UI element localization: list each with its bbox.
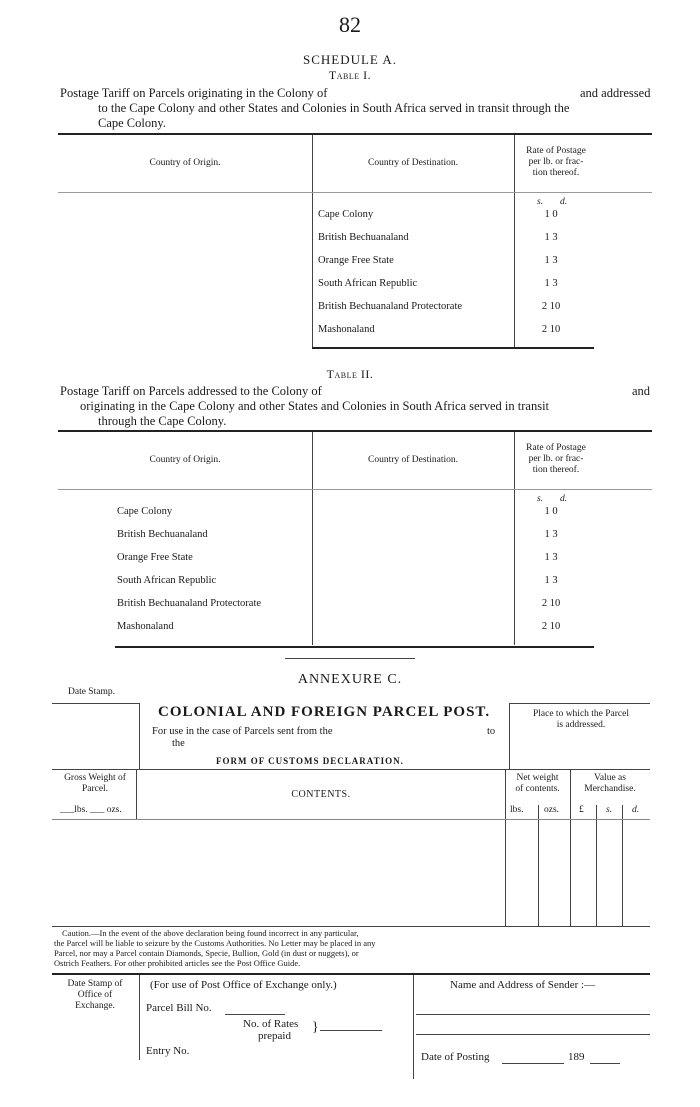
contents-header: CONTENTS.	[291, 789, 351, 800]
table1-bottom-rule	[312, 347, 594, 349]
customs-declaration-title: FORM OF CUSTOMS DECLARATION.	[216, 756, 404, 766]
rates-label-1: No. of Rates	[243, 1018, 299, 1030]
date-posting-label: Date of Posting	[421, 1051, 490, 1063]
for-use-the: the	[172, 738, 185, 749]
lbs-ozs-divider	[538, 805, 539, 927]
table1-row-5-rate: 2 10	[541, 301, 561, 312]
value-s: s.	[606, 805, 613, 815]
table1-row-6-rate: 2 10	[541, 324, 561, 335]
exchange-stamp-1: Date Stamp of	[67, 979, 123, 989]
table1-unit-s: s.	[537, 197, 544, 207]
place-box-left	[509, 703, 510, 769]
table2-header-rate-1: Rate of Postage	[526, 443, 586, 453]
table1-header-rate-2: per lb. or frac-	[528, 157, 584, 167]
table1-intro-line3: Cape Colony.	[98, 116, 166, 130]
exchange-stamp-3: Exchange.	[75, 1001, 115, 1011]
parcel-bill-blank[interactable]	[225, 1014, 285, 1015]
parcel-bill-label: Parcel Bill No.	[146, 1002, 212, 1014]
table2-header-rule	[58, 489, 652, 490]
caution-line-4: Ostrich Feathers. For other prohibited articles see the Post Office Guide.	[54, 958, 301, 968]
contents-bottom-rule	[52, 926, 650, 927]
value-d: d.	[632, 805, 640, 815]
value-pound: £	[579, 805, 584, 815]
caution-text	[54, 928, 508, 968]
table1-top-rule	[58, 133, 652, 135]
table1-header-rate-3: tion thereof.	[532, 168, 580, 178]
for-use-to: to	[487, 726, 496, 737]
net-ozs: ozs.	[544, 805, 560, 815]
table1-row-4-rate: 1 3	[544, 278, 558, 289]
rates-blank[interactable]	[320, 1030, 382, 1031]
table1-intro-line2: to the Cape Colony and other States and Colonies in South Africa served in transit through the	[98, 101, 570, 115]
table2-intro-b: and	[632, 384, 651, 398]
table2-label: Table II.	[326, 367, 374, 381]
table1-header-rule	[58, 192, 652, 193]
net-weight-label	[505, 773, 570, 795]
page-number: 82	[339, 12, 361, 37]
value-label	[570, 773, 650, 795]
table2-row-2-country: British Bechuanaland	[117, 529, 208, 540]
exchange-stamp-2: Office of	[77, 990, 113, 1000]
table2-header-rate-2: per lb. or frac-	[528, 454, 584, 464]
table2-unit-d: d.	[560, 494, 568, 504]
sender-line-1[interactable]	[416, 1014, 650, 1015]
table2-header-origin: Country of Origin.	[149, 455, 221, 465]
table2-intro-line3: through the Cape Colony.	[98, 414, 227, 428]
table1-unit-d: d.	[560, 197, 568, 207]
table2-header-rate	[514, 443, 598, 476]
table2-row-1-rate: 1 0	[544, 506, 558, 517]
value-1: Value as	[594, 773, 626, 783]
table1-row-5-country: British Bechuanaland Protectorate	[318, 301, 463, 312]
year-label: 189	[568, 1051, 585, 1063]
table2-row-3-country: Orange Free State	[117, 552, 193, 563]
table1-row-3-country: Orange Free State	[318, 255, 394, 266]
shilling-divider	[622, 805, 623, 927]
annexure-title: ANNEXURE C.	[297, 672, 403, 687]
annexure-short-rule	[285, 658, 415, 659]
table1-header-destination: Country of Destination.	[368, 158, 458, 168]
exchange-top-rule	[52, 973, 650, 975]
gross-weight-label	[52, 773, 138, 795]
pound-divider	[596, 805, 597, 927]
table1-row-4-country: South African Republic	[318, 278, 418, 289]
rates-label-2: prepaid	[258, 1030, 291, 1042]
table2-intro-line2: originating in the Cape Colony and other States and Colonies in South Africa served in transit	[80, 399, 550, 413]
table2-top-rule	[58, 430, 652, 432]
place-label-1: Place to which the Parcel	[532, 709, 630, 719]
exchange-only-label: (For use of Post Office of Exchange only.)	[150, 979, 337, 991]
table2-row-6-rate: 2 10	[541, 621, 561, 632]
table1-label: Table I.	[328, 68, 372, 82]
net-lbs: lbs.	[510, 805, 524, 815]
date-stamp-label: Date Stamp.	[68, 687, 115, 697]
contents-header-rule	[52, 819, 650, 820]
table1-row-2-rate: 1 3	[544, 232, 558, 243]
date-stamp-right-rule	[139, 703, 140, 769]
contents-top-rule	[52, 769, 650, 770]
table2-row-4-rate: 1 3	[544, 575, 558, 586]
table2-row-4-country: South African Republic	[117, 575, 217, 586]
caution-line-1: Caution.—In the event of the above declaration being found incorrect in any particular,	[62, 928, 359, 938]
table2-bottom-rule	[115, 646, 594, 648]
table1-intro-a: Postage Tariff on Parcels originating in the Colony of	[60, 86, 328, 100]
form-title: COLONIAL AND FOREIGN PARCEL POST.	[158, 704, 491, 720]
for-use-text: For use in the case of Parcels sent from the	[152, 726, 333, 737]
schedule-title: SCHEDULE A.	[302, 52, 398, 67]
table2-row-6-country: Mashonaland	[117, 621, 174, 632]
sender-left-rule	[413, 975, 414, 1079]
table1-row-6-country: Mashonaland	[318, 324, 375, 335]
table2-intro-a: Postage Tariff on Parcels addressed to the Colony of	[60, 384, 322, 398]
place-box-top	[509, 703, 650, 704]
sender-label: Name and Address of Sender :—	[450, 979, 596, 991]
caution-line-2: the Parcel will be liable to seizure by the Customs Authorities. No Letter may be placed in any	[54, 938, 376, 948]
exchange-stamp-label	[54, 979, 136, 1012]
net-weight-2: of contents.	[515, 784, 560, 794]
table1-header-origin: Country of Origin.	[149, 158, 221, 168]
table2-row-3-rate: 1 3	[544, 552, 558, 563]
gross-lbs-ozs: ___lbs. ___ ozs.	[60, 805, 122, 815]
table2-header-rate-3: tion thereof.	[532, 465, 580, 475]
year-blank[interactable]	[590, 1063, 620, 1064]
sender-line-2[interactable]	[416, 1034, 650, 1035]
table1-row-1-rate: 1 0	[544, 209, 558, 220]
net-weight-1: Net weight	[516, 773, 559, 783]
table1-header-rate-1: Rate of Postage	[526, 146, 586, 156]
table2-header-destination: Country of Destination.	[368, 455, 458, 465]
date-stamp-top-rule	[52, 703, 140, 704]
date-posting-blank[interactable]	[502, 1063, 564, 1064]
table2-row-2-rate: 1 3	[544, 529, 558, 540]
rates-brace-icon: }	[312, 1020, 319, 1035]
entry-no-label: Entry No.	[146, 1045, 190, 1057]
table1-row-2-country: British Bechuanaland	[318, 232, 409, 243]
table2-row-5-country: British Bechuanaland Protectorate	[117, 598, 262, 609]
value-2: Merchandise.	[584, 784, 636, 794]
table1-header-rate	[514, 146, 598, 179]
table1-row-1-country: Cape Colony	[318, 209, 374, 220]
place-label-2: is addressed.	[556, 720, 606, 730]
gross-weight-1: Gross Weight of	[64, 773, 126, 783]
table1-row-3-rate: 1 3	[544, 255, 558, 266]
table2-row-5-rate: 2 10	[541, 598, 561, 609]
gross-weight-2: Parcel.	[81, 784, 109, 794]
caution-line-3: Parcel, nor may a Parcel contain Diamonds, Specie, Bullion, Gold (in dust or nuggets), or	[54, 948, 359, 958]
table2-unit-s: s.	[537, 494, 544, 504]
table1-intro-b: and addressed	[580, 86, 651, 100]
place-label	[512, 709, 650, 731]
exchange-stamp-right	[139, 975, 140, 1060]
table2-row-1-country: Cape Colony	[117, 506, 173, 517]
